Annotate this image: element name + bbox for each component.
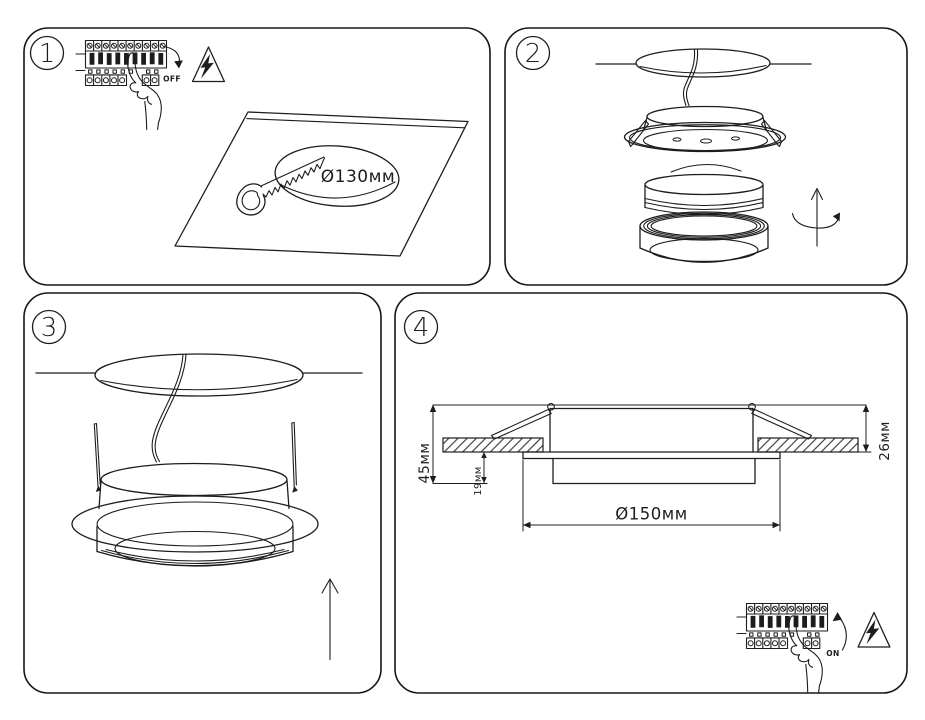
panel-border bbox=[24, 28, 490, 285]
dim-cutout-diameter-label: Ø150мм bbox=[615, 504, 688, 524]
panel-border bbox=[395, 293, 907, 693]
dim-above-ceiling-label: 26мм bbox=[877, 421, 893, 461]
ceiling-with-hole bbox=[596, 49, 811, 77]
power-on-label: ON bbox=[826, 649, 840, 658]
ceiling-hatch-right bbox=[758, 438, 858, 452]
high-voltage-warning-icon bbox=[858, 613, 890, 648]
switch-on-arrow-icon bbox=[840, 618, 847, 651]
circuit-breaker-icon bbox=[737, 604, 828, 693]
step-number: 3 bbox=[40, 313, 58, 343]
downlight-housing bbox=[625, 107, 786, 152]
step-4-panel bbox=[395, 293, 907, 693]
downlight-assembly bbox=[72, 464, 318, 567]
spring-clip-right bbox=[292, 423, 298, 493]
switch-off-arrowhead bbox=[174, 60, 183, 68]
step-number: 1 bbox=[38, 39, 56, 69]
cross-section-drawing bbox=[417, 404, 893, 532]
power-off-label: OFF bbox=[163, 74, 181, 84]
diffuser-section bbox=[553, 459, 755, 484]
ceiling-with-hole bbox=[36, 354, 362, 396]
step-number: 2 bbox=[524, 39, 542, 69]
step-number: 4 bbox=[412, 313, 430, 343]
hole-diameter-label: Ø130мм bbox=[320, 167, 396, 187]
trim-ring bbox=[640, 212, 768, 262]
up-arrow-icon bbox=[322, 579, 338, 660]
spring-clip-left bbox=[492, 404, 555, 440]
dim-total-height-label: 45мм bbox=[417, 442, 433, 484]
high-voltage-warning-icon bbox=[193, 47, 225, 82]
fixture-body-section bbox=[550, 409, 753, 453]
ceiling-hatch-left bbox=[443, 438, 543, 452]
circuit-breaker-icon bbox=[76, 41, 167, 130]
spring-clip-left bbox=[94, 424, 101, 493]
trim-flange-section bbox=[523, 452, 780, 459]
panel-border bbox=[24, 293, 381, 693]
dim-recess-depth-label: 19мм bbox=[473, 466, 484, 496]
step-3-panel bbox=[24, 293, 381, 693]
lamp-module bbox=[645, 164, 763, 214]
rotation-arrow-icon bbox=[793, 189, 841, 247]
step-2-panel bbox=[505, 28, 907, 285]
spring-clip-right bbox=[749, 404, 812, 440]
switch-on-arrowhead bbox=[833, 612, 842, 621]
step-1-panel bbox=[24, 28, 490, 285]
